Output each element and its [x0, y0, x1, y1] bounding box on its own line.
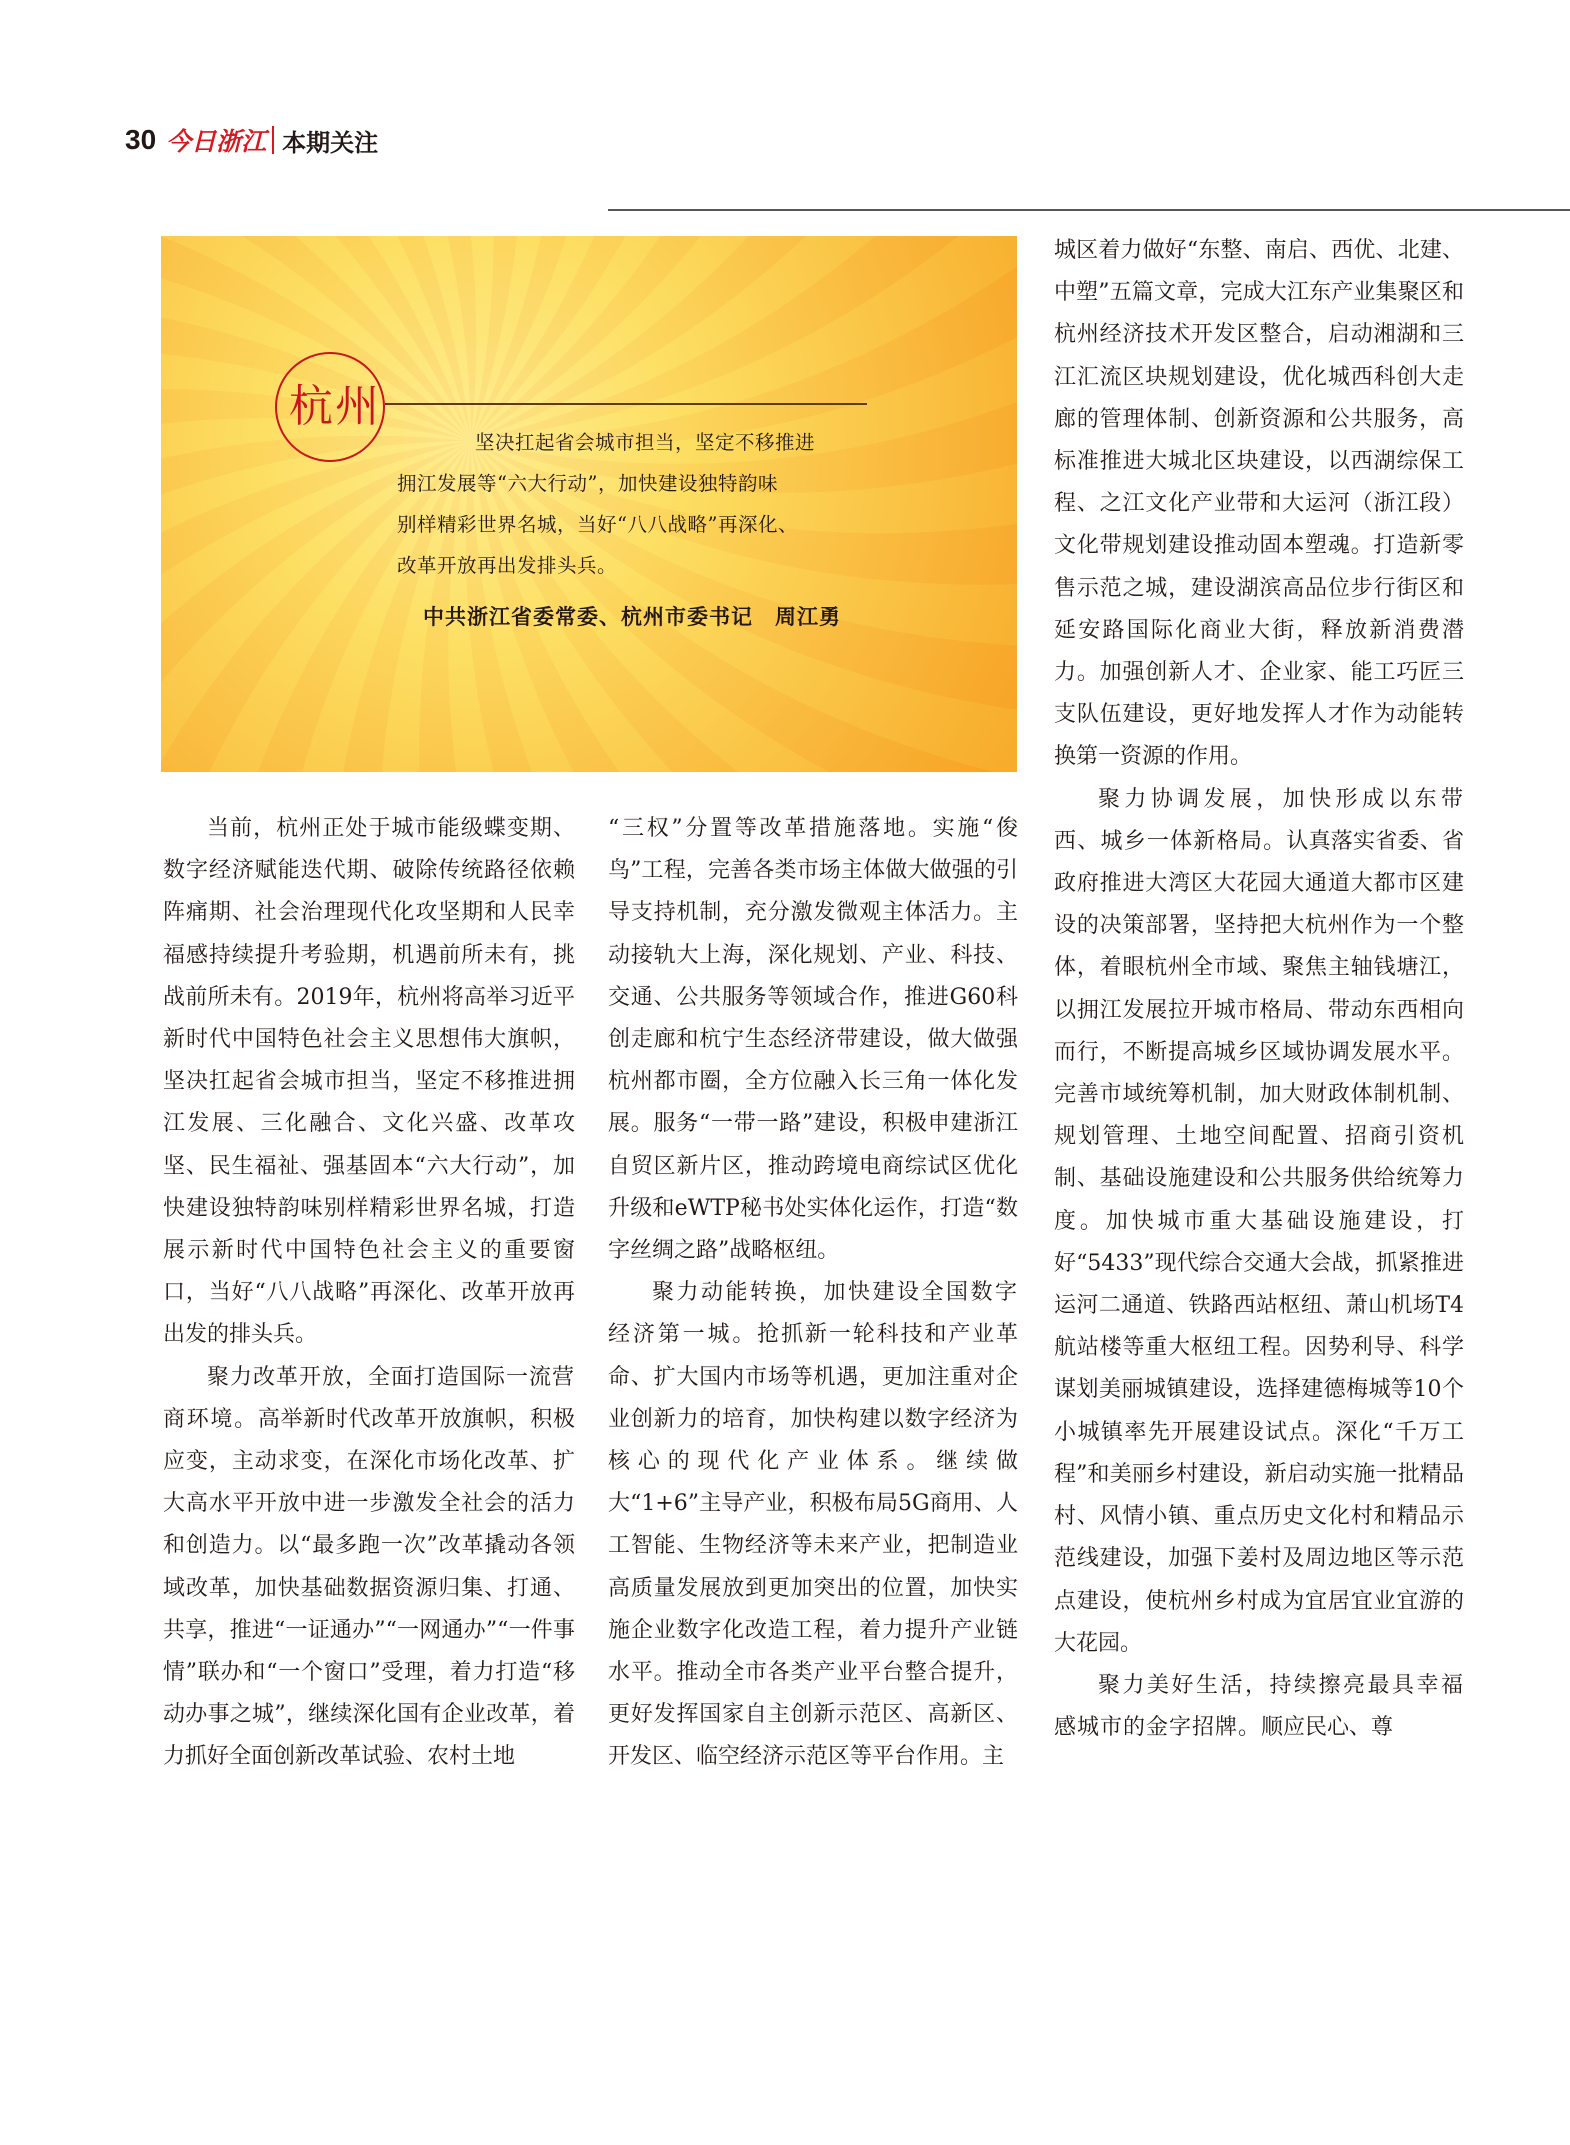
article-paragraph: 城区着力做好“东整、南启、西优、北建、中塑”五篇文章，完成大江东产业集聚区和杭州经济技术开发区整合，启动湘湖和三江汇流区块规划建设，优化城西科创大走廊的管理体制、创新资源和公共服务，高标准推进大城北区块建设，以西湖综保工程、之江文化产业带和大运河（浙江段）文化带规划建设推动固本塑魂。打造新零售示范之城，建设湖滨高品位步行街区和延安路国际化商业大街，释放新消费潜力。加强创新人才、企业家、能工巧匠三支队伍建设，更好地发挥人才作为动能转换第一资源的作用。 — [1054, 238, 1464, 770]
article-paragraph — [1054, 1665, 1464, 1749]
paragraph-body: 高举新时代改革开放旗帜，积极应变，主动求变，在深化市场化改革、扩大高水平开放中进一步激发全社会的活力和创造力。以“最多跑一次”改革撬动各领域改革，加快基础数据资源归集、打通、共享，推进“一证通办”“一网通办”“一件事情”联办和“一个窗口”受理，着力打造“移动办事之城”，继续深化国有企业改革，着力抓好全面创新改革试验、农村土地 — [163, 1406, 575, 1770]
magazine-logo: 今日浙江 — [166, 127, 267, 156]
article-paragraph — [1054, 779, 1464, 1665]
page-number: 30 — [125, 124, 157, 155]
paragraph-body: 顺应民心、尊 — [1261, 1715, 1394, 1741]
quote-banner — [161, 236, 1017, 772]
article-column-1 — [163, 808, 575, 1779]
banner-divider — [385, 403, 867, 405]
paragraph-lead: 聚力协调发展，加快形成以东带西、城乡一体新格局。 — [1054, 786, 1464, 854]
article-column-3 — [1054, 230, 1464, 1749]
section-name: 本期关注 — [282, 128, 379, 157]
quote-author: 中共浙江省委常委、杭州市委书记 周江勇 — [423, 605, 841, 629]
page-header — [125, 120, 378, 160]
article-paragraph — [608, 1272, 1018, 1778]
article-paragraph — [163, 1357, 575, 1779]
banner-quote — [397, 422, 873, 586]
quote-line: 改革开放再出发排头兵。 — [397, 554, 618, 577]
quote-line: 别样精彩世界名城，当好“八八战略”再深化、 — [397, 513, 798, 536]
header-divider — [272, 126, 274, 154]
city-name: 杭州 — [289, 381, 381, 432]
paragraph-lead: 聚力动能转换，加快建设全国数字经济第一城。 — [608, 1280, 1018, 1348]
article-paragraph: “三权”分置等改革措施落地。实施“俊鸟”工程，完善各类市场主体做大做强的引导支持机制，充分激发微观主体活力。主动接轨大上海，深化规划、产业、科技、交通、公共服务等领域合作，推进G60科创走廊和杭宁生态经济带建设，做大做强杭州都市圈，全方位融入长三角一体化发展。服务“一带一路”建设，积极申建浙江自贸区新片区，推动跨境电商综试区优化升级和eWTP秘书处实体化运作，打造“数字丝绸之路”战略枢纽。 — [608, 816, 1018, 1264]
paragraph-lead: 聚力美好生活，持续擦亮最具幸福感城市的金字招牌。 — [1054, 1672, 1464, 1741]
paragraph-lead: 聚力改革开放，全面打造国际一流营商环境。 — [163, 1364, 576, 1432]
paragraph-body: 认真落实省委、省政府推进大湾区大花园大通道大都市区建设的决策部署，坚持把大杭州作为一个整体，着眼杭州全市域、聚焦主轴钱塘江，以拥江发展拉开城市格局、带动东西相向而行，不断提高城乡区域协调发展水平。完善市域统筹机制，加大财政体制机制、规划管理、土地空间配置、招商引资机制、基础设施建设和公共服务供给统筹力度。加快城市重大基础设施建设，打好“5433”现代综合交通大会战，抓紧推进运河二通道、铁路西站枢纽、萧山机场T4航站楼等重大枢纽工程。因势利导、科学谋划美丽城镇建设，选择建德梅城等10个小城镇率先开展建设试点。深化“千万工程”和美丽乡村建设，新启动实施一批精品村、风情小镇、重点历史文化村和精品示范线建设，加强下姜村及周边地区等示范点建设，使杭州乡村成为宜居宜业宜游的大花园。 — [1054, 828, 1464, 1656]
paragraph-body: 抢抓新一轮科技和产业革命、扩大国内市场等机遇，更加注重对企业创新力的培育，加快构建以数字经济为核心的现代化产业体系。继续做大“1+6”主导产业，积极布局5G商用、人工智能、生物经济等未来产业，把制造业高质量发展放到更加突出的位置，加快实施企业数字化改造工程，着力提升产业链水平。推动全市各类产业平台整合提升，更好发挥国家自主创新示范区、高新区、开发区、临空经济示范区等平台作用。主 — [608, 1322, 1018, 1770]
article-column-2 — [608, 808, 1018, 1779]
quote-line: 拥江发展等“六大行动”，加快建设独特韵味 — [397, 472, 778, 495]
quote-line: 坚决扛起省会城市担当，坚定不移推进 — [475, 431, 816, 454]
article-paragraph: 当前，杭州正处于城市能级蝶变期、数字经济赋能迭代期、破除传统路径依赖阵痛期、社会治理现代化攻坚期和人民幸福感持续提升考验期，机遇前所未有，挑战前所未有。2019年，杭州将高举习近平新时代中国特色社会主义思想伟大旗帜，坚决扛起省会城市担当，坚定不移推进拥江发展、三化融合、文化兴盛、改革攻坚、民生福祉、强基固本“六大行动”，加快建设独特韵味别样精彩世界名城，打造展示新时代中国特色社会主义的重要窗口，当好“八八战略”再深化、改革开放再出发的排头兵。 — [163, 816, 575, 1348]
header-rule — [608, 209, 1570, 211]
